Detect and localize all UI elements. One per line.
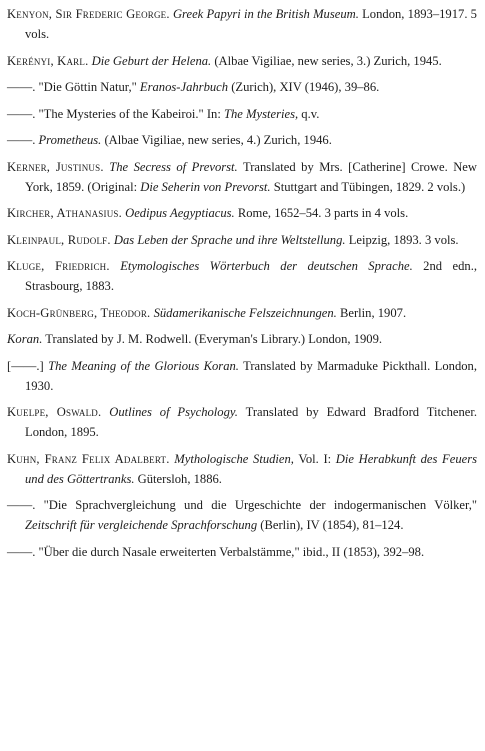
entry-author: Kerner, Justinus. [7,159,104,174]
entry-text: Translated by Edward Bradford Titchener. London, 1895. [25,405,477,439]
bibliography-entry [7,157,477,197]
entry-title: Koran. [7,332,43,346]
entry-title: Outlines of Psychology. [109,405,238,419]
bibliography-entry [7,4,477,44]
bibliography-entry [7,449,477,489]
entry-title: Zeitschrift für vergleichende Sprachforschung [25,518,258,532]
entry-text: (Albae Vigiliae, new series, 3.) Zurich, 1945. [211,53,442,68]
entry-title: Die Herabkunft des Feuers und des Göttertranks. [25,451,478,486]
bibliography-entry [7,329,477,349]
bibliography-entry [7,104,477,124]
entry-author: Kleinpaul, Rudolf. [7,232,111,247]
entry-text: Translated by Marmaduke Pickthall. London, 1930. [25,358,477,393]
entry-title: Südamerikanische Felszeichnungen. [153,305,337,320]
entry-author: Koch-Grünberg, Theodor. [7,305,151,320]
entry-title: Eranos-Jahrbuch [139,80,229,94]
bibliography-entry [7,51,477,71]
entry-author: Kuelpe, Oswald. [7,405,102,419]
entry-title: Etymologisches Wörterbuch der deutschen Sprache. [120,259,413,273]
entry-title: Das Leben der Sprache und ihre Weltstellung. [113,232,346,247]
entry-title: The Mysteries, [223,106,299,121]
entry-text: Berlin, 1907. [336,305,407,320]
entry-text: Leipzig, 1893. 3 vols. [345,232,459,247]
entry-title: Die Geburt der Helena. [91,53,212,68]
entry-title: Prometheus. [38,133,102,147]
entry-text: q.v. [298,106,320,121]
bibliography-entry [7,256,477,296]
entry-author: Kuhn, Franz Felix Adalbert. [7,451,170,466]
entry-text: Rome, 1652–54. 3 parts in 4 vols. [234,206,409,220]
entry-text: [——.] [7,358,49,373]
bibliography-entry [7,542,477,562]
entry-title: The Meaning of the Glorious Koran. [48,358,239,373]
entry-author: Kenyon, Sir Frederic George. [7,7,170,21]
bibliography-entry [7,203,477,223]
bibliography-entry [7,230,477,250]
entry-title: The Secress of Prevorst. [109,159,238,174]
entry-text [110,259,120,273]
entry-text: ——. "Die Göttin Natur," [7,80,140,94]
entry-text: Gütersloh, 1886. [134,471,222,486]
entry-title: Die Seherin von Prevorst. [140,179,271,194]
bibliography-entry [7,130,477,150]
entry-text: London, 1893–1917. 5 vols. [25,7,477,41]
entry-text: Translated by Mrs. [Catherine] Crowe. New York, 1859. (Original: [25,159,477,194]
entry-text: 2nd edn., Strasbourg, 1883. [25,259,477,293]
entry-text: Translated by J. M. Rodwell. (Everyman's Library.) London, 1909. [42,332,383,346]
entry-text: (Albae Vigiliae, new series, 4.) Zurich, 1946. [101,133,332,147]
entry-author: Kerényi, Karl. [7,53,89,68]
bibliography-list [7,4,477,562]
entry-text: (Zurich), XIV (1946), 39–86. [228,80,380,94]
entry-text: (Berlin), IV (1854), 81–124. [257,518,404,532]
entry-author: Kircher, Athanasius. [7,206,122,220]
bibliography-entry [7,495,477,535]
bibliography-entry [7,402,477,442]
entry-text: ——. "Über die durch Nasale erweiterten Verbalstämme," ibid., II (1853), 392–98. [7,544,425,559]
entry-title: Greek Papyri in the British Museum. [172,7,359,21]
entry-author: Kluge, Friedrich. [7,259,110,273]
entry-text: ——. [7,133,39,147]
entry-title: Mythologische Studien, [174,451,294,466]
bibliography-entry [7,77,477,97]
entry-title: Oedipus Aegyptiacus. [125,206,235,220]
entry-text: ——. "The Mysteries of the Kabeiroi." In: [7,106,224,121]
bibliography-entry [7,303,477,323]
entry-text: Stuttgart and Tübingen, 1829. 2 vols.) [270,179,466,194]
entry-text: Vol. I: [293,451,336,466]
entry-text: ——. "Die Sprachvergleichung und die Urgeschichte der indogermanischen Völker," [7,498,477,512]
bibliography-entry [7,356,477,396]
